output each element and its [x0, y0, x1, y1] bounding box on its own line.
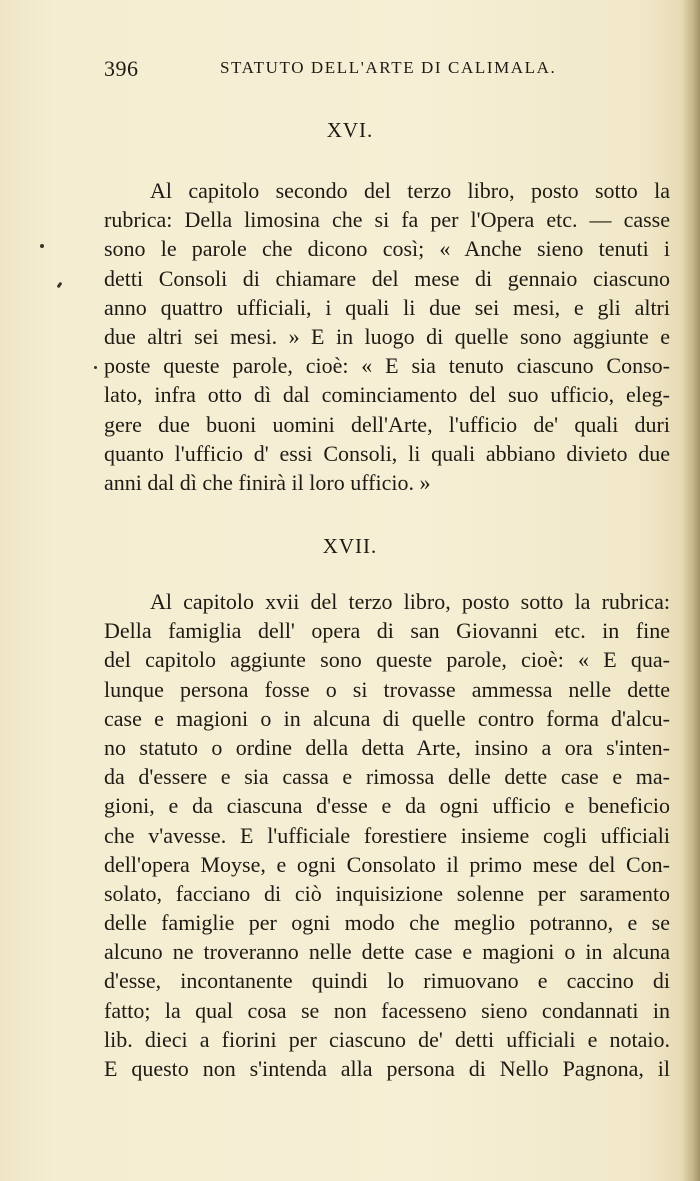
page-edge-shadow — [682, 0, 700, 1181]
running-title: STATUTO DELL'ARTE DI CALIMALA. — [220, 58, 557, 77]
margin-mark — [40, 244, 44, 248]
margin-mark — [57, 282, 63, 289]
section-heading-xvi: XVI. — [326, 118, 374, 142]
text-line: detti Consoli di chiamare del mese di gennaio ciascuno — [104, 265, 670, 291]
text-line: Al capitolo xvii del terzo libro, posto sotto la rubrica: — [150, 589, 670, 614]
text-line: case e magioni o in alcuna di quelle contro forma d'alcu- — [104, 705, 670, 731]
paragraph-xvii — [104, 587, 670, 1083]
text-line: rubrica: Della limosina che si fa per l'Opera etc. — casse — [104, 207, 670, 233]
page-number: 396 — [104, 56, 139, 81]
text-line: anno quattro ufficiali, i quali li due sei mesi, e gli altri — [104, 294, 670, 320]
text-line: d'esse, incontanente quindi lo rimuovano e caccino di — [104, 968, 670, 994]
text-line: solato, facciano di ciò inquisizione solenne per saramento — [104, 880, 670, 906]
text-line: dell'opera Moyse, e ogni Consolato il primo mese del Con- — [104, 851, 670, 877]
text-line: da d'essere e sia cassa e rimossa delle dette case e ma- — [104, 764, 670, 790]
text-line: lunque persona fosse o si trovasse ammessa nelle dette — [104, 676, 670, 702]
section-heading-xvii: XVII. — [322, 534, 378, 558]
paragraph-xvi — [104, 176, 670, 497]
text-line: del capitolo aggiunte sono queste parole, cioè: « E qua- — [104, 647, 670, 673]
text-line: sono le parole che dicono così; « Anche sieno tenuti i — [104, 236, 670, 262]
text-line: lib. dieci a fiorini per ciascuno de' detti ufficiali e notaio. — [104, 1026, 670, 1052]
text-line: E questo non s'intenda alla persona di Nello Pagnona, il — [104, 1056, 670, 1081]
text-line: lato, infra otto dì dal cominciamento del suo ufficio, eleg- — [104, 382, 670, 408]
text-line: Della famiglia dell' opera di san Giovanni etc. in fine — [104, 618, 670, 644]
text-line: fatto; la qual cosa se non facesseno sieno condannati in — [104, 997, 670, 1023]
text-line: delle famiglie per ogni modo che meglio potranno, e se — [104, 910, 670, 936]
running-header — [104, 56, 670, 86]
text-line: no statuto o ordine della detta Arte, insino a ora s'inten- — [104, 734, 670, 760]
text-line: quanto l'ufficio d' essi Consoli, li quali abbiano divieto due — [104, 440, 670, 466]
text-line: Al capitolo secondo del terzo libro, posto sotto la — [150, 178, 670, 203]
text-line: due altri sei mesi. » E in luogo di quelle sono aggiunte e — [104, 323, 670, 349]
text-line: gere due buoni uomini dell'Arte, l'ufficio de' quali duri — [104, 411, 670, 437]
margin-mark — [94, 366, 97, 369]
text-line: gioni, e da ciascuna d'esse e da ogni ufficio e beneficio — [104, 793, 670, 819]
text-line: alcuno ne troveranno nelle dette case e magioni o in alcuna — [104, 939, 670, 965]
text-line: anni dal dì che finirà il loro ufficio. » — [104, 469, 431, 495]
text-line: poste queste parole, cioè: « E sia tenuto ciascuno Conso- — [104, 353, 670, 379]
text-line: che v'avesse. E l'ufficiale forestiere insieme cogli ufficiali — [104, 822, 670, 848]
